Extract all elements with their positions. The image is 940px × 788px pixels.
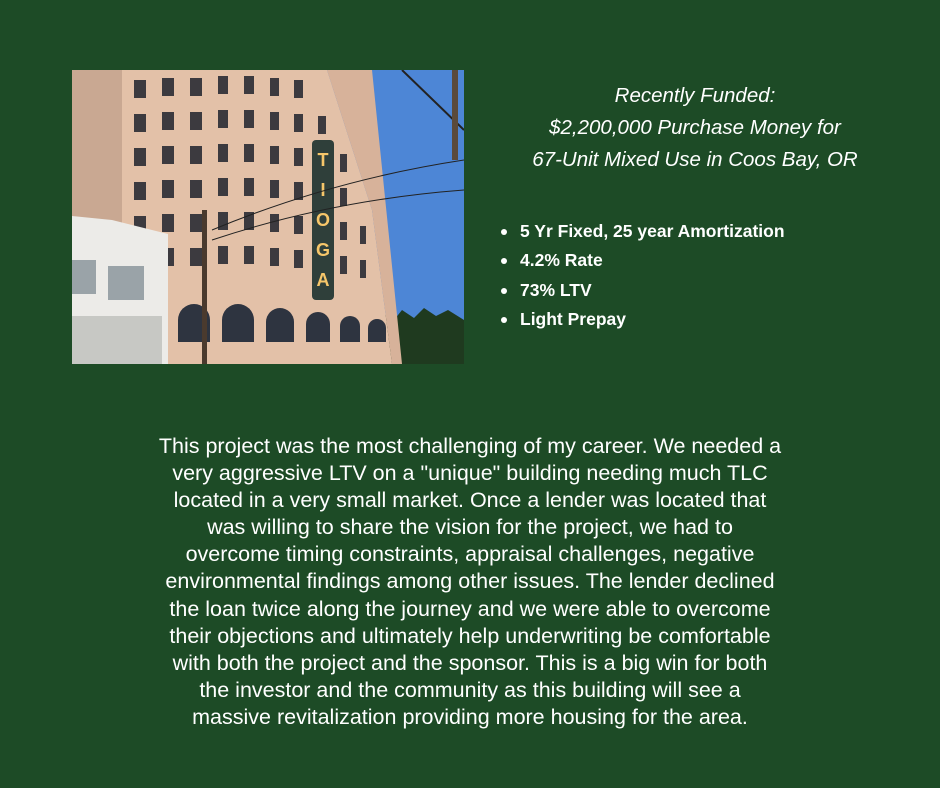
- loan-term-item: 73% LTV: [500, 276, 785, 305]
- story-line: very aggressive LTV on a "unique" building needing much TLC: [172, 461, 768, 486]
- story-line: located in a very small market. Once a lender was located that: [173, 488, 767, 513]
- building-photo-icon: [72, 70, 464, 364]
- story-line: environmental findings among other issues. The lender declined: [165, 569, 775, 594]
- loan-term-item: 5 Yr Fixed, 25 year Amortization: [500, 217, 785, 246]
- story-line: This project was the most challenging of my career. We needed a: [158, 434, 782, 458]
- loan-terms-list: [500, 217, 785, 334]
- funded-headline: [470, 80, 920, 176]
- story-line: their objections and ultimately help underwriting be comfortable: [169, 623, 771, 648]
- svg-text:O: O: [315, 210, 331, 230]
- story-line: massive revitalization providing more housing for the area.: [192, 704, 748, 729]
- story-line: the loan twice along the journey and we were able to overcome: [169, 596, 771, 621]
- headline-line-3: 67-Unit Mixed Use in Coos Bay, OR: [532, 148, 858, 171]
- story-line: with both the project and the sponsor. This is a big win for both: [172, 650, 768, 675]
- loan-term-item: 4.2% Rate: [500, 246, 785, 275]
- svg-text:G: G: [315, 240, 331, 260]
- svg-text:A: A: [316, 270, 330, 290]
- story-line: was willing to share the vision for the project, we had to: [207, 515, 733, 540]
- building-photo: [72, 70, 464, 364]
- headline-line-2: $2,200,000 Purchase Money for: [549, 116, 841, 139]
- story-line: the investor and the community as this building will see a: [199, 677, 741, 702]
- svg-text:I: I: [320, 180, 326, 200]
- story-line: overcome timing constraints, appraisal challenges, negative: [185, 542, 755, 567]
- svg-text:T: T: [317, 150, 329, 170]
- headline-line-1: Recently Funded:: [614, 84, 776, 107]
- project-story: [40, 433, 900, 731]
- loan-term-item: Light Prepay: [500, 305, 785, 334]
